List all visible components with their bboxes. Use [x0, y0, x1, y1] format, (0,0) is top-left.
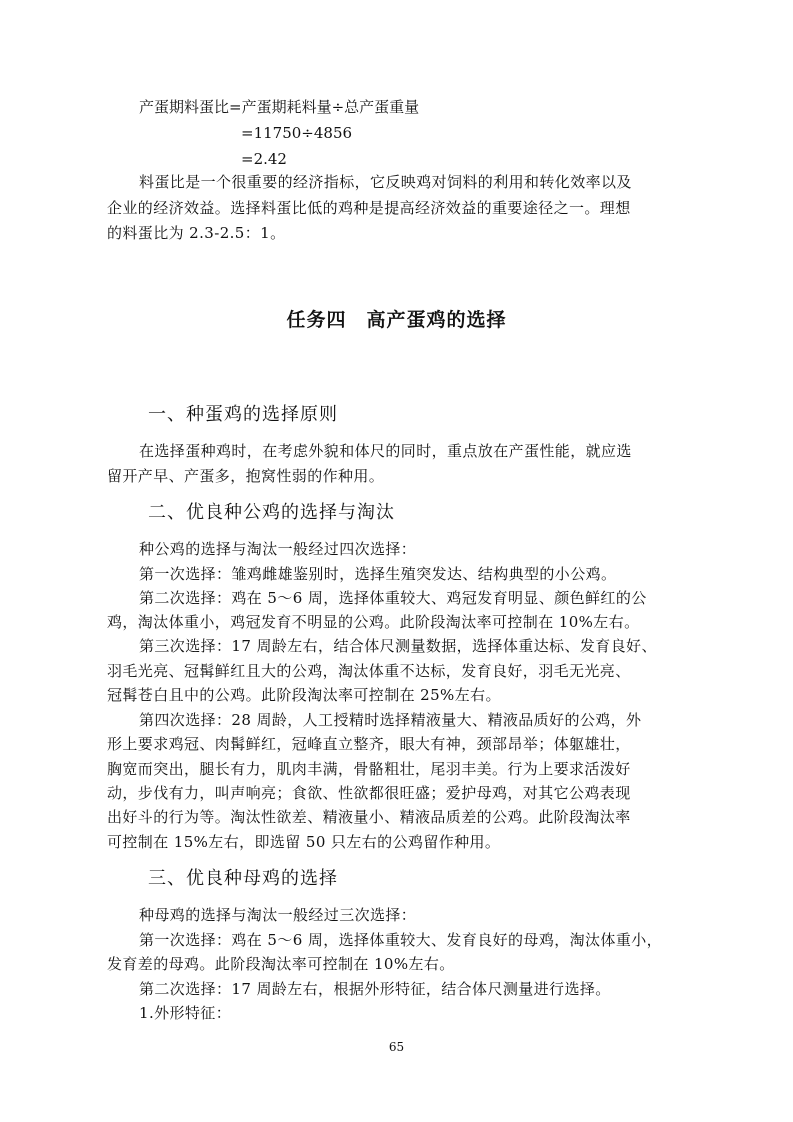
text-line: 第四次选择：28 周龄，人工授精时选择精液量大、精液品质好的公鸡，外	[139, 711, 642, 729]
section-heading-2: 二、优良种公鸡的选择与淘汰	[148, 502, 395, 523]
text-line: 第二次选择：鸡在 5～6 周，选择体重较大、鸡冠发育明显、颜色鲜红的公	[139, 589, 647, 607]
text-line: 种公鸡的选择与淘汰一般经过四次选择：	[139, 540, 417, 558]
text-line: 发育差的母鸡。此阶段淘汰率可控制在 10%左右。	[107, 955, 455, 973]
text-line: 留开产早、产蛋多，抱窝性弱的作种用。	[107, 467, 385, 485]
text-line: 在选择蛋种鸡时，在考虑外貌和体尺的同时，重点放在产蛋性能，就应选	[139, 442, 632, 460]
text-line: 第一次选择：雏鸡雌雄鉴别时，选择生殖突发达、结构典型的小公鸡。	[139, 565, 617, 583]
text-line: 羽毛光亮、冠髯鲜红且大的公鸡，淘汰体重不达标，发育良好，羽毛无光亮、	[107, 662, 631, 680]
text-line: 动，步伐有力，叫声响亮；食欲、性欲都很旺盛；爱护母鸡，对其它公鸡表现	[107, 784, 631, 802]
section-heading-1: 一、种蛋鸡的选择原则	[148, 404, 338, 425]
text-line: 出好斗的行为等。淘汰性欲差、精液量小、精液品质差的公鸡。此阶段淘汰率	[107, 808, 631, 826]
text-line: 形上要求鸡冠、肉髯鲜红，冠峰直立整齐，眼大有神，颈部昂举；体躯雄壮，	[107, 735, 631, 753]
text-line: 第三次选择：17 周龄左右，结合体尺测量数据，选择体重达标、发育良好、	[139, 637, 657, 655]
page-number: 65	[388, 1040, 405, 1054]
text-line: 的料蛋比为 2.3-2.5：1。	[107, 224, 286, 242]
text-line: 1.外形特征：	[139, 1004, 232, 1022]
task-title: 任务四 高产蛋鸡的选择	[286, 309, 507, 331]
text-line: 鸡，淘汰体重小，鸡冠发育不明显的公鸡。此阶段淘汰率可控制在 10%左右。	[107, 613, 640, 631]
section-heading-3: 三、优良种母鸡的选择	[148, 868, 338, 889]
formula-line-2: =11750÷4856	[241, 124, 353, 142]
text-line: 第二次选择：17 周龄左右，根据外形特征，结合体尺测量进行选择。	[139, 980, 611, 998]
text-line: 料蛋比是一个很重要的经济指标，它反映鸡对饲料的利用和转化效率以及	[139, 173, 632, 191]
text-line: 可控制在 15%左右，即选留 50 只左右的公鸡留作种用。	[107, 833, 501, 851]
text-line: 第一次选择：鸡在 5～6 周，选择体重较大、发育良好的母鸡，淘汰体重小，	[139, 931, 663, 949]
text-line: 企业的经济效益。选择料蛋比低的鸡种是提高经济效益的重要途径之一。理想	[107, 199, 631, 217]
formula-line-1: 产蛋期料蛋比=产蛋期耗料量÷总产蛋重量	[139, 98, 420, 116]
text-line: 种母鸡的选择与淘汰一般经过三次选择：	[139, 906, 417, 924]
text-line: 胸宽而突出，腿长有力，肌肉丰满，骨骼粗壮，尾羽丰美。行为上要求活泼好	[107, 760, 631, 778]
text-line: 冠髯苍白且中的公鸡。此阶段淘汰率可控制在 25%左右。	[107, 686, 501, 704]
formula-line-3: =2.42	[241, 150, 287, 168]
